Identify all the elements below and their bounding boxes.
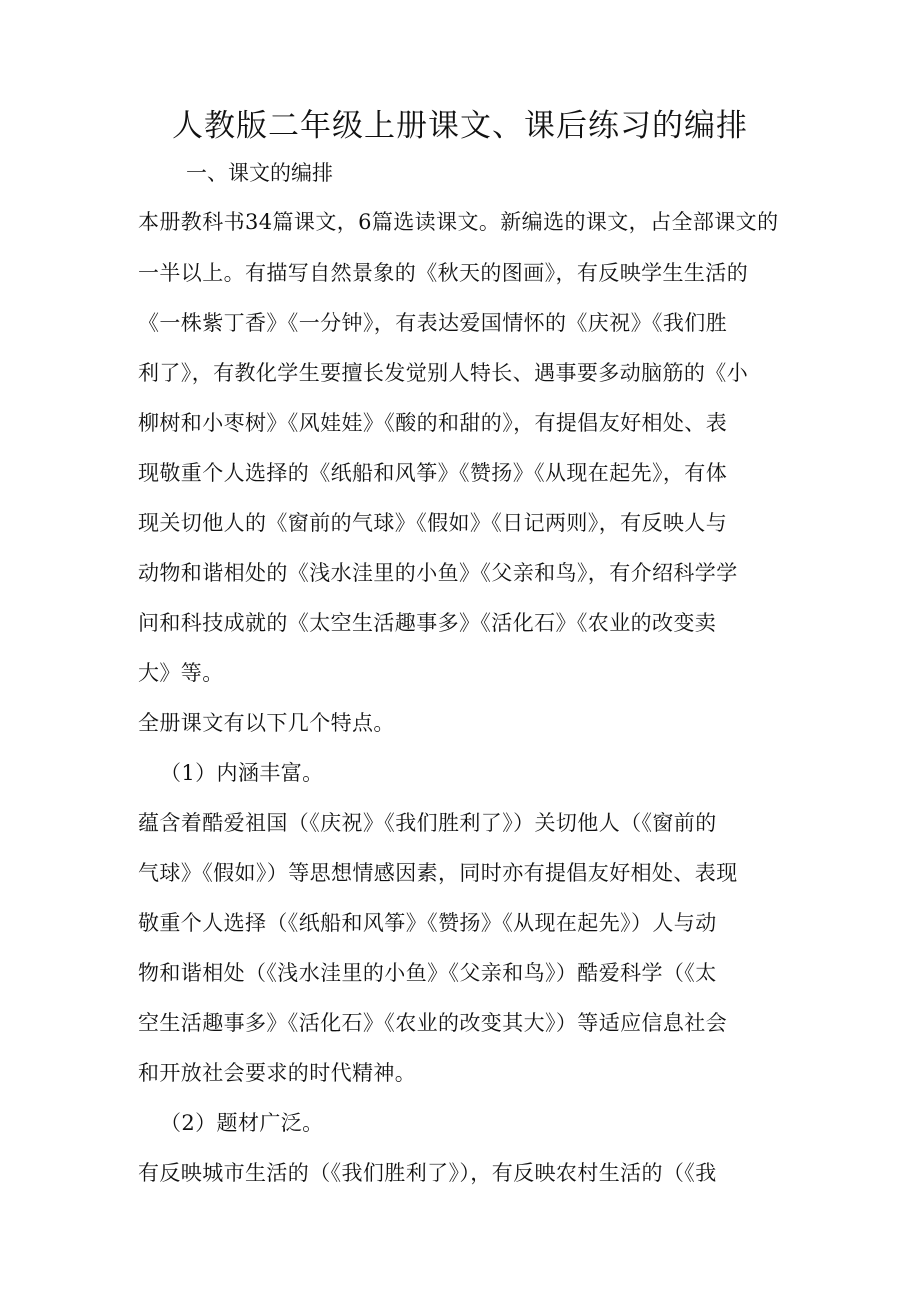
text-line: 和开放社会要求的时代精神。 [138, 1061, 417, 1085]
text-line: 物和谐相处（《浅水洼里的小鱼》《父亲和鸟》）酷爱科学（《太 [138, 961, 717, 985]
text-line: 本册教科书34篇课文，6篇选读课文。新编选的课文，占全部课文的 [138, 210, 779, 234]
text-line: 现敬重个人选择的《纸船和风筝》《赞扬》《从现在起先》，有体 [138, 461, 728, 485]
text-line: 一半以上。有描写自然景象的《秋天的图画》，有反映学生生活的 [138, 261, 749, 285]
text-line: 利了》，有教化学生要擅长发觉别人特长、遇事要多动脑筋的《小 [138, 361, 749, 385]
text-line: 动物和谐相处的《浅水洼里的小鱼》《父亲和鸟》，有介绍科学学 [138, 561, 738, 585]
text-line: 柳树和小枣树》《风娃娃》《酸的和甜的》，有提倡友好相处、表 [138, 411, 728, 435]
text-line: 气球》《假如》）等思想情感因素，同时亦有提倡友好相处、表现 [138, 861, 738, 885]
text-line: 《一株紫丁香》《一分钟》，有表达爱国情怀的《庆祝》《我们胜 [138, 311, 728, 335]
text-line: 有反映城市生活的（《我们胜利了》），有反映农村生活的（《我 [138, 1161, 717, 1185]
section-heading: 一、课文的编排 [186, 161, 333, 185]
text-line: 全册课文有以下几个特点。 [138, 711, 395, 735]
text-line: 空生活趣事多》《活化石》《农业的改变其大》）等适应信息社会 [138, 1011, 728, 1035]
point-heading: （2）题材广泛。 [160, 1111, 324, 1135]
text-line: 现关切他人的《窗前的气球》《假如》《日记两则》，有反映人与 [138, 511, 728, 535]
text-line: 敬重个人选择（《纸船和风筝》《赞扬》《从现在起先》）人与动 [138, 911, 717, 935]
text-line: 蕴含着酷爱祖国（《庆祝》《我们胜利了》）关切他人（《窗前的 [138, 811, 717, 835]
document-title: 人教版二年级上册课文、课后练习的编排 [172, 108, 748, 144]
point-heading: （1）内涵丰富。 [160, 761, 324, 785]
text-line: 问和科技成就的《太空生活趣事多》《活化石》《农业的改变卖 [138, 611, 717, 635]
text-line: 大》等。 [138, 661, 224, 685]
